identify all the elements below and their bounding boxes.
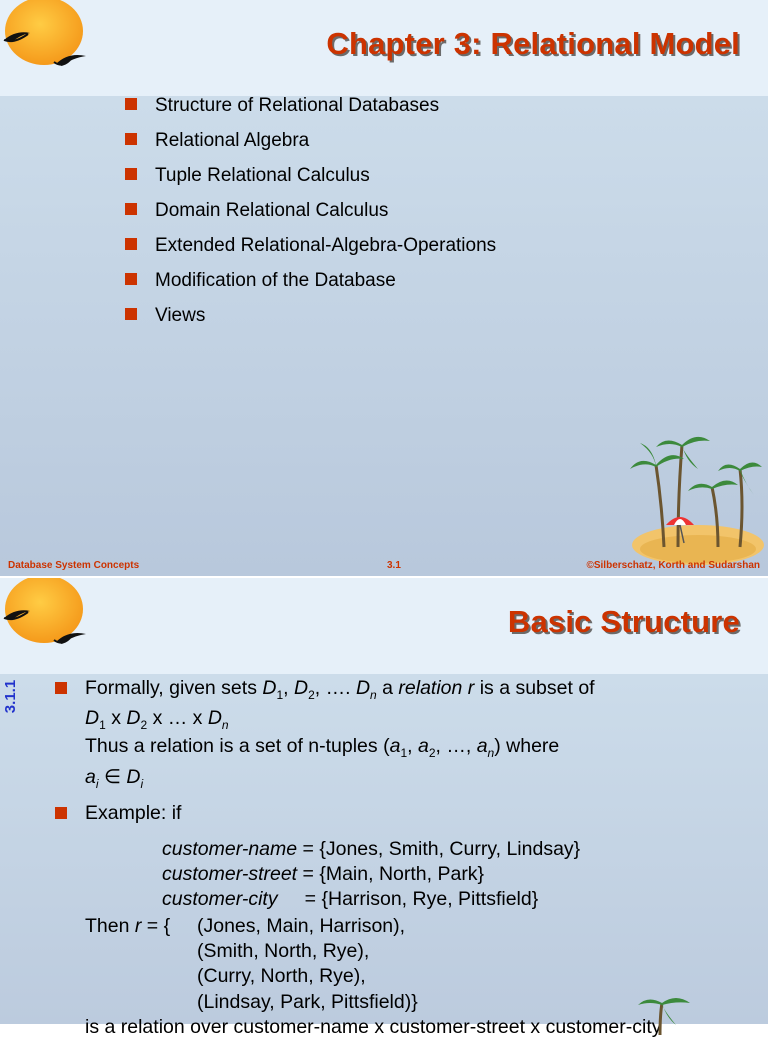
tuples-line: Thus a relation is a set of n-tuples ($a_1$, $a_2$, …, $a_n$) where: [85, 735, 560, 760]
slide-title: Basic Structure: [507, 604, 740, 639]
element-of-line: $a_i$ ∈ $D_i$: [85, 766, 144, 791]
sun-birds-logo-icon: [0, 578, 90, 650]
section-number-label: [2, 670, 26, 720]
list-item: [125, 128, 496, 163]
list-item-text: Views: [155, 305, 206, 326]
tuple-1: (Jones, Main, Harrison),: [197, 915, 406, 937]
list-item-text: Extended Relational-Algebra-Operations: [155, 235, 497, 256]
list-item: [125, 198, 496, 233]
list-item: [125, 163, 496, 198]
palm-island-icon: [626, 425, 764, 571]
list-item-text: Structure of Relational Databases: [155, 95, 440, 116]
def-customer-street: customer-street = {Main, North, Park}: [162, 863, 485, 885]
footer-page-number: 3.1: [387, 560, 401, 571]
section-number-text: 3.1.1: [2, 679, 20, 714]
list-item: [125, 93, 496, 128]
tuple-4: (Lindsay, Park, Pittsfield)}: [197, 991, 418, 1013]
bullet-list: [125, 93, 496, 338]
tuple-2: (Smith, North, Rye),: [197, 940, 370, 962]
cartesian-product-line: $D_1$ x $D_2$ x … x $D_n$: [85, 707, 229, 732]
list-item: [125, 233, 496, 268]
list-item-text: Relational Algebra: [155, 130, 310, 151]
definition-line-1: [55, 675, 595, 701]
tuple-3: (Curry, North, Rye),: [197, 965, 366, 987]
bullet-square-icon: [125, 273, 137, 285]
example-line: Example: if: [55, 800, 181, 826]
bullet-square-icon: [55, 807, 67, 819]
list-item-text: Modification of the Database: [155, 270, 396, 291]
bullet-square-icon: [55, 682, 67, 694]
relation-over-line: is a relation over customer-name x customer-street x customer-city: [85, 1016, 662, 1038]
palm-tree-icon: [630, 995, 700, 1035]
bullet-square-icon: [125, 308, 137, 320]
footer-left: Database System Concepts: [8, 560, 140, 571]
bullet-square-icon: [125, 98, 137, 110]
bullet-square-icon: [125, 203, 137, 215]
def-customer-city: customer-city = {Harrison, Rye, Pittsfield}: [162, 888, 539, 910]
list-item: [125, 268, 496, 303]
then-line: Then r = {: [85, 915, 171, 937]
list-item-text: Domain Relational Calculus: [155, 200, 389, 221]
slide-title: Chapter 3: Relational Model: [326, 26, 740, 61]
list-item: [125, 303, 496, 338]
list-item-text: Tuple Relational Calculus: [155, 165, 370, 186]
footer-copyright: ©Silberschatz, Korth and Sudarshan: [586, 560, 760, 571]
bullet-square-icon: [125, 133, 137, 145]
bullet-square-icon: [125, 168, 137, 180]
bullet-square-icon: [125, 238, 137, 250]
def-customer-name: customer-name = {Jones, Smith, Curry, Lindsay}: [162, 838, 581, 860]
sun-birds-logo-icon: [0, 0, 90, 72]
formal-text: Formally, given sets $D_1$, $D_2$, …. $D_n$ a relation r is a subset of: [85, 677, 595, 702]
